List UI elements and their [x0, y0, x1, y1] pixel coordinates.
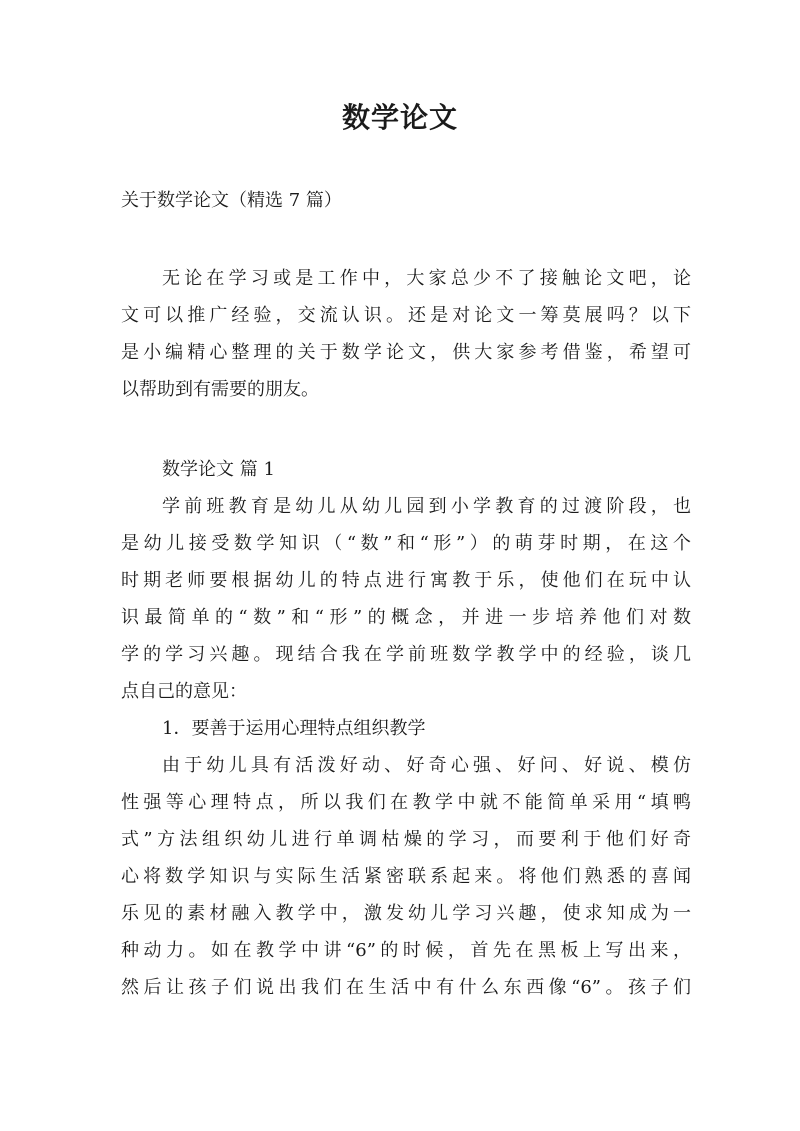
paragraph-line: 时期老师要根据幼儿的特点进行寓教于乐，使他们在玩中认 — [121, 570, 691, 591]
document-title: 数学论文 — [341, 101, 458, 134]
paragraph-line: 乐见的素材融入教学中，激发幼儿学习兴趣，使求知成为一 — [121, 903, 691, 924]
intro-line: 无论在学习或是工作中，大家总少不了接触论文吧，论 — [162, 268, 691, 289]
intro-paragraph — [121, 260, 691, 408]
intro-line: 是小编精心整理的关于数学论文，供大家参考借鉴，希望可 — [121, 342, 691, 363]
paragraph-line: 由于幼儿具有活泼好动、好奇心强、好问、好说、模仿 — [162, 755, 691, 776]
paragraph-line: 种动力。如在教学中讲“6”的时候，首先在黑板上写出来， — [121, 940, 691, 961]
section-heading: 1．要善于运用心理特点组织教学 — [162, 718, 426, 739]
intro-line: 文可以推广经验，交流认识。还是对论文一筹莫展吗？以下 — [121, 305, 691, 326]
article-heading: 数学论文 篇 1 — [162, 459, 275, 480]
paragraph-line: 是幼儿接受数学知识（“数”和“形”）的萌芽时期，在这个 — [121, 533, 691, 554]
article-body — [121, 451, 691, 1006]
paragraph-line: 识最简单的“数”和“形”的概念，并进一步培养他们对数 — [121, 607, 691, 628]
paragraph-line: 心将数学知识与实际生活紧密联系起来。将他们熟悉的喜闻 — [121, 866, 691, 887]
paragraph-line: 然后让孩子们说出我们在生活中有什么东西像“6”。孩子们 — [121, 977, 691, 998]
document-subtitle: 关于数学论文（精选 7 篇） — [121, 190, 342, 211]
paragraph-line: 学前班教育是幼儿从幼儿园到小学教育的过渡阶段，也 — [162, 496, 691, 517]
paragraph-line: 式”方法组织幼儿进行单调枯燥的学习，而要利于他们好奇 — [121, 829, 691, 850]
intro-line: 以帮助到有需要的朋友。 — [121, 379, 319, 400]
paragraph-line: 学的学习兴趣。现结合我在学前班数学教学中的经验，谈几 — [121, 644, 691, 665]
paragraph-line: 性强等心理特点，所以我们在教学中就不能简单采用“填鸭 — [121, 792, 691, 813]
paragraph-line: 点自己的意见： — [121, 681, 247, 702]
